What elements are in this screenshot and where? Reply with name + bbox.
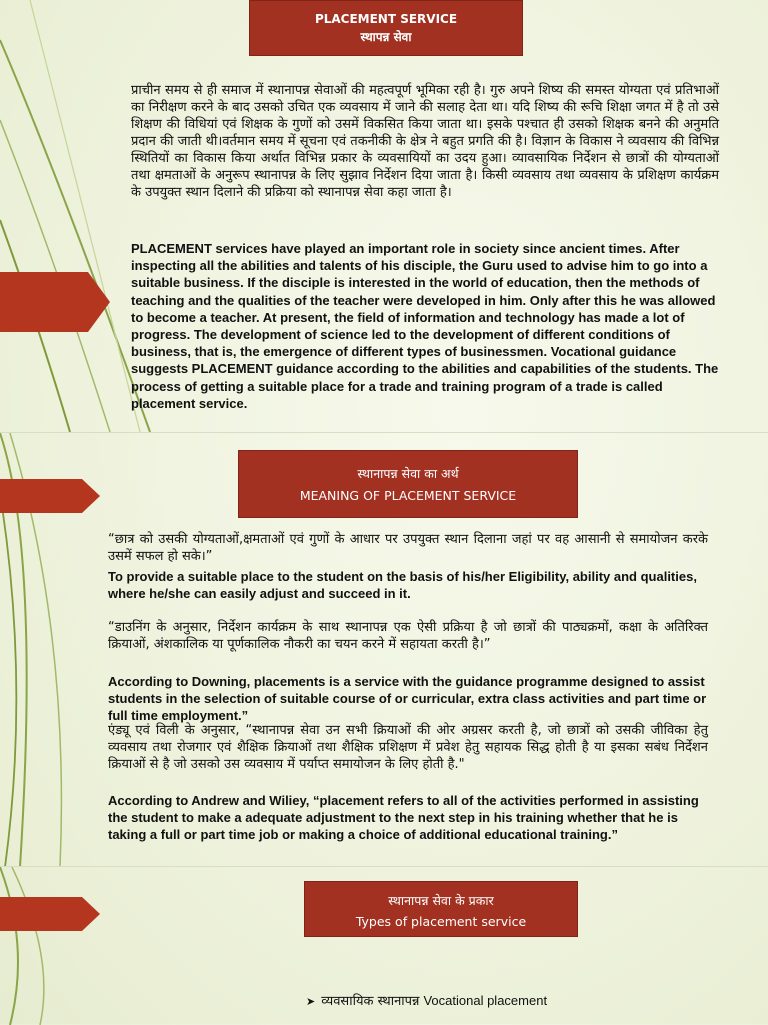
definition-hindi-1: “छात्र को उसकी योग्यताओं,क्षमताओं एवं गुणों के आधार पर उपयुक्त स्थान दिलाना जहां पर वह आसानी से समायोजन करके उसमें सफल हो सके।” — [108, 532, 708, 564]
definition-hindi-2: “डाउनिंग के अनुसार, निर्देशन कार्यक्रम के साथ स्थानापन्न एक ऐसी प्रक्रिया है जो छात्रों की पाठ्यक्रमों, कक्षा के अतिरिक्त क्रियाओं, अंशकालिक या पूर्णकालिक नौकरी का चयन करने में सहायता करती है।” — [108, 620, 708, 652]
title-placement-service — [249, 0, 523, 56]
arrow-tab-icon — [0, 479, 100, 513]
list-item-english: Vocational placement — [423, 993, 548, 1008]
definition-english-1: To provide a suitable place to the student on the basis of his/her Eligibility, ability and qualities, where he/she can easily adjust and succeed in it. — [108, 569, 697, 602]
hindi-paragraph: प्राचीन समय से ही समाज में स्थानापन्न सेवाओं की महत्वपूर्ण भूमिका रही है। गुरु अपने शिष्य की समस्त योग्यता एवं प्रतिभाओं का निरीक्षण करने के बाद उसको उचित एक व्यवसाय में जाने की सलाह देता था। यदि शिष्य की रूचि शिक्षा जगत में है तो उसे शिक्षण की विधियां एवं शिक्षक के गुणों को उसमें विकसित किया जाता था। इसके पश्चात ही उसको शिक्षक बनने की अनुमति प्रदान की जाती थी।वर्तमान समय में सूचना एवं तकनीकी के क्षेत्र ने बहुत प्रगति की है। विज्ञान के विकास ने व्यवसाय की विभिन्न स्थितियों का विकास किया अर्थात विभिन्न प्रकार के व्यवसायियों का उदय हुआ। व्यावसायिक निर्देशन से छात्रों की योग्यताओं तथा क्षमताओं के अनुरूप स्थानापन्न के लिए सुझाव निर्देशन दिया जाता है। किसी व्यवसाय तथा व्यवसाय के प्रशिक्षण कार्यक्रम के उपयुक्त स्थान दिलाने की प्रक्रिया को स्थानापन्न सेवा कहा जाता है। — [131, 83, 719, 200]
definition-english-3: According to Andrew and Wiliey, “placement refers to all of the activities performed in assisting the student to make a adequate adjustment to the next step in his training whether that he is taking a full or part time job or making a choice of additional educational training.” — [108, 793, 699, 843]
english-paragraph: PLACEMENT services have played an important role in society since ancient times. After inspecting all the abilities and talents of his disciple, the Guru used to advise him to go into a suitable business. If the disciple is interested in the world of education, then the methods of teaching and the qualities of the teacher were developed in him. Only after this he was allowed to become a teacher. At present, the field of information and technology has made a lot of progress. The development of science led to the development of different conditions of business, that is, the emergence of different types of businessmen. Vocational guidance suggests PLACEMENT guidance according to the abilities and capabilities of the students. The process of getting a suitable place for a trade and training program of a trade is called placement service. — [131, 241, 719, 411]
arrow-tab-icon — [0, 272, 110, 332]
green-stripes-decoration — [0, 867, 160, 1025]
definition-english-2: According to Downing, placements is a service with the guidance programme designed to assist students in the selection of suitable course of or curricular, extra class activities and part time or full time employment.” — [108, 674, 707, 724]
title-english: MEANING OF PLACEMENT SERVICE — [299, 488, 517, 503]
title-hindi: स्थापन्न सेवा — [360, 30, 412, 44]
title-english: PLACEMENT SERVICE — [314, 12, 458, 26]
title-english: Types of placement service — [355, 914, 527, 929]
arrow-tab-icon — [0, 897, 100, 931]
slide-placement-service — [0, 0, 768, 432]
slide-types-of-placement — [0, 866, 768, 1025]
bullet-arrow-icon: ➤ — [306, 995, 316, 1008]
definition-hindi-3: एंड्यू एवं विली के अनुसार, “स्थानापन्न सेवा उन सभी क्रियाओं की ओर अग्रसर करती है, जो छात्रों को उसकी जीविका हेतु व्यवसाय तथा रोजगार एवं शैक्षिक क्रियाओं तथा शैक्षिक प्रशिक्षण में प्रवेश हेतु सहायक सिद्ध होती है या इसका सबंध निर्देशन क्रियाओं से है जो उसको उस व्यवसाय में पर्याप्त समायोजन के लिए होती है." — [108, 723, 708, 772]
list-item — [306, 991, 547, 1009]
list-item-hindi: व्यवसायिक स्थानापन्न — [321, 994, 420, 1009]
title-types-of-placement — [304, 881, 578, 937]
title-meaning-of-placement — [238, 450, 578, 518]
title-hindi: स्थानापन्न सेवा के प्रकार — [388, 893, 494, 908]
title-hindi: स्थानापन्न सेवा का अर्थ — [357, 466, 459, 481]
slide-meaning-of-placement — [0, 432, 768, 867]
